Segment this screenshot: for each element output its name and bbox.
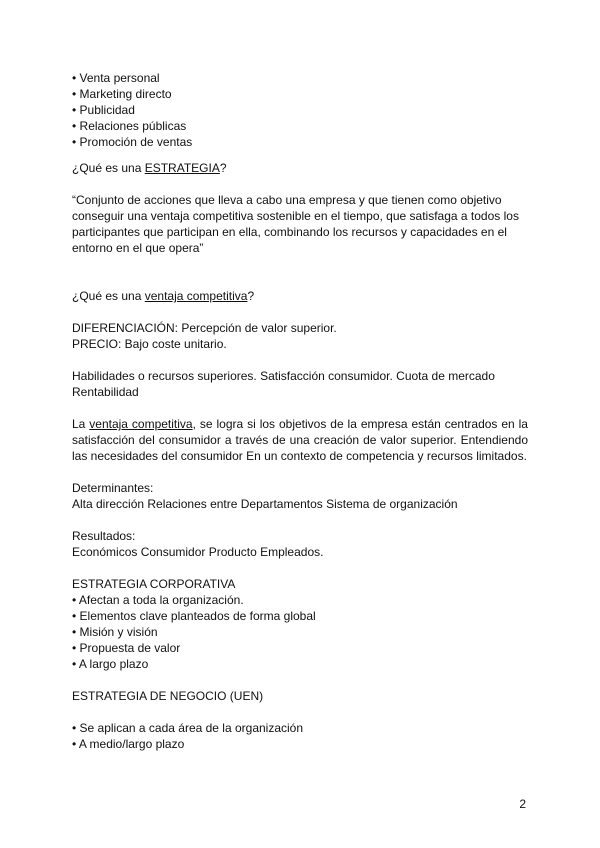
resultados-text: Económicos Consumidor Producto Empleados. bbox=[72, 545, 324, 559]
diferenciacion-line: DIFERENCIACIÓN: Percepción de valor superior. bbox=[72, 321, 337, 335]
page-number: 2 bbox=[519, 797, 526, 811]
list-item: • A largo plazo bbox=[72, 657, 149, 671]
corporativa-list bbox=[72, 592, 528, 672]
list-item: • Propuesta de valor bbox=[72, 641, 181, 655]
determinantes-label: Determinantes: bbox=[72, 481, 154, 495]
list-item: • Venta personal bbox=[72, 71, 160, 85]
list-item: • Se aplican a cada área de la organización bbox=[72, 721, 304, 735]
question-text: ¿Qué es una bbox=[72, 289, 145, 303]
habilidades-paragraph: Habilidades o recursos superiores. Satisfacción consumidor. Cuota de mercado Rentabilidad bbox=[72, 369, 495, 399]
document-page bbox=[72, 70, 528, 752]
negocio-list bbox=[72, 720, 528, 752]
corporativa-title: ESTRATEGIA CORPORATIVA bbox=[72, 577, 236, 591]
question-text: ¿Qué es una bbox=[72, 161, 145, 175]
underlined-term: ventaja competitiva bbox=[89, 417, 193, 431]
question-estrategia bbox=[72, 160, 528, 176]
question-mark: ? bbox=[247, 289, 255, 303]
precio-line: PRECIO: Bajo coste unitario. bbox=[72, 337, 227, 351]
list-item: • Publicidad bbox=[72, 103, 135, 117]
list-item: • Promoción de ventas bbox=[72, 135, 193, 149]
list-item: • Marketing directo bbox=[72, 87, 172, 101]
list-item: • Afectan a toda la organización. bbox=[72, 593, 244, 607]
question-mark: ? bbox=[219, 161, 227, 175]
list-item: • Relaciones públicas bbox=[72, 119, 187, 133]
underlined-term: ESTRATEGIA bbox=[144, 161, 220, 175]
negocio-title: ESTRATEGIA DE NEGOCIO (UEN) bbox=[72, 689, 264, 703]
resultados-label: Resultados: bbox=[72, 529, 136, 543]
estrategia-definition-quote: “Conjunto de acciones que lleva a cabo una empresa y que tienen como objetivo conseguir una ventaja competitiva sostenible en el tiempo, que satisfaga a todos los participantes que participan en ella, combinando los recursos y capacidades en el entorno en el que opera” bbox=[72, 193, 519, 255]
paragraph-text: La bbox=[72, 417, 90, 431]
intro-list bbox=[72, 70, 528, 150]
question-ventaja-competitiva bbox=[72, 288, 528, 304]
determinantes-text: Alta dirección Relaciones entre Departamentos Sistema de organización bbox=[72, 497, 458, 511]
list-item: • A medio/largo plazo bbox=[72, 737, 185, 751]
list-item: • Misión y visión bbox=[72, 625, 158, 639]
list-item: • Elementos clave planteados de forma global bbox=[72, 609, 316, 623]
paragraph-text: , se logra si los objetivos de la empresa están centrados en la satisfacción del consumidor a través de una creación de valor superior. Entendiendo las necesidades del consumidor En un contexto de competencia y recursos limitados. bbox=[72, 417, 528, 463]
ventaja-paragraph bbox=[72, 416, 528, 464]
underlined-term: ventaja competitiva bbox=[144, 289, 248, 303]
